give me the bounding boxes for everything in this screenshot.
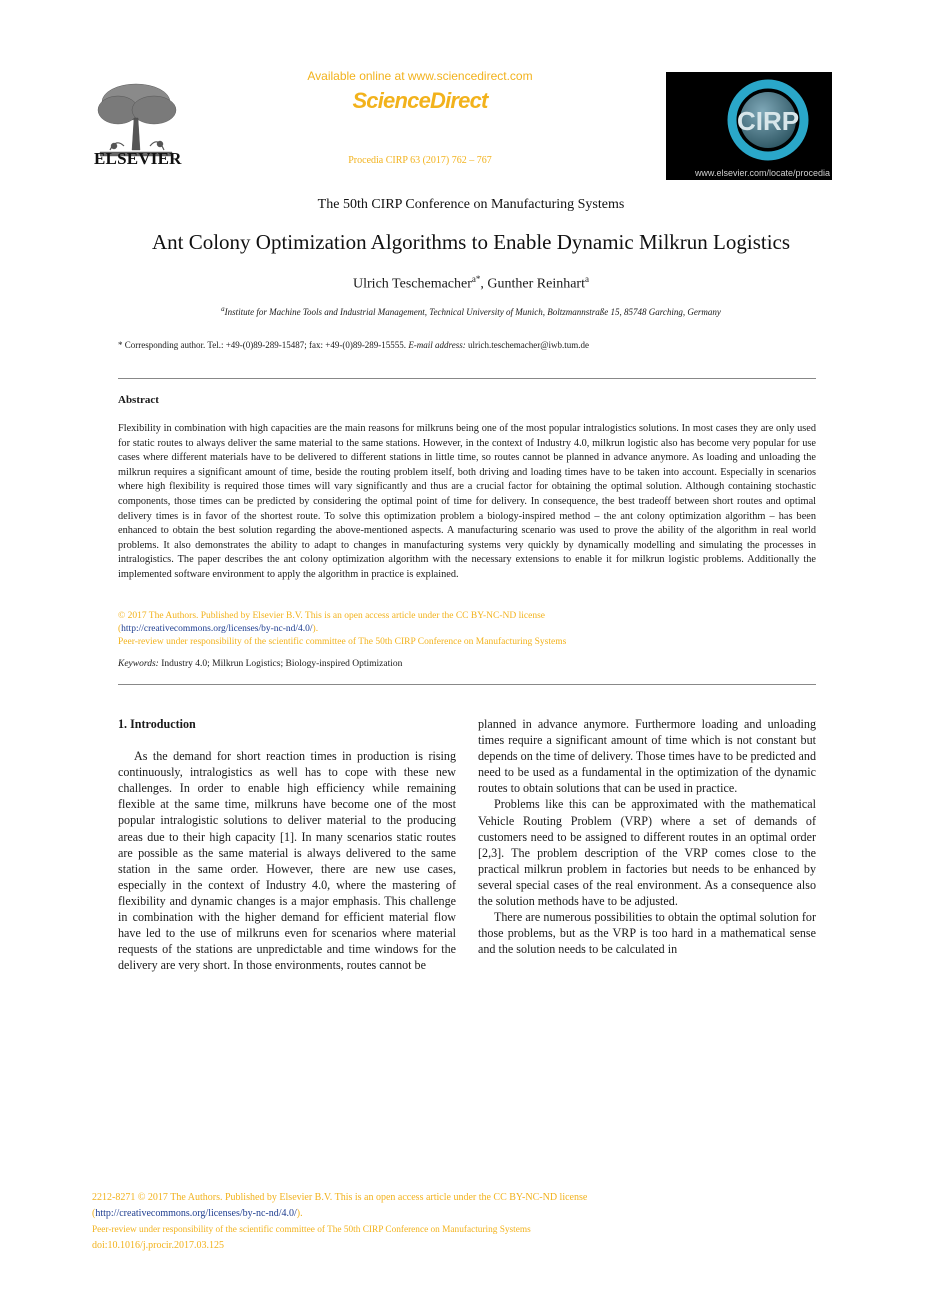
divider-top <box>118 378 816 379</box>
svg-text:CIRP: CIRP <box>736 106 800 136</box>
footer-license-link[interactable]: http://creativecommons.org/licenses/by-nc-nd/4.0/ <box>95 1208 297 1219</box>
license-link[interactable]: http://creativecommons.org/licenses/by-nc-nd/4.0/ <box>121 624 313 634</box>
corresponding-contact: * Corresponding author. Tel.: +49-(0)89-289-15487; fax: +49-(0)89-289-15555. <box>118 340 409 350</box>
footer-paren-close: ). <box>296 1208 303 1219</box>
keywords-label: Keywords: <box>118 659 159 669</box>
sciencedirect-brand: ScienceDirect <box>352 88 488 113</box>
cirp-journal-logo <box>666 72 832 180</box>
abstract-text: Flexibility in combination with high capacities are the main reasons for milkruns being one of the most popular intralogistics solutions. In most cases they are only used for static routes to always deliver the same material to the same stations. However, in the context of Industry 4.0, milkrun logistic also has become very popular for use cases where different materials have to be delivered to different stations in little time, so routes cannot be planned in advance anymore. As loading and unloading the milkrun requires a significant amount of time, beside the routing problem itself, both driving and loading times have to be taken into account. Especially in scenarios where high flexibility is required those times will vary significantly and thus are a crucial factor for obtaining the optimal solution. Although containing stochastic components, those times can be predicted by considering the optimal point of time for delivery. In consequence, the best tradeoff between short routes and optimal delivery times is in favor of the shortest route. To solve this optimization problem a biology-inspired method – the ant colony optimization algorithm – has been enhanced to obtain the best solution regarding the above-mentioned aspects. A manufacturing scenario was used to prove the ability of the algorithm in real world problems. It also demonstrates the ability to adapt to changes in manufacturing systems very quickly by dynamically modelling and simulating the processes in intralogistics. The paper describes the ant colony optimization algorithm with the necessary extensions to enable it for milkrun logistic problems. Additionally the implemented software environment to apply the algorithm in practice is explained. <box>118 423 816 580</box>
keywords <box>118 659 816 669</box>
license-paren-open: ( <box>118 624 122 634</box>
page-footer <box>92 1190 792 1254</box>
keywords-list: Industry 4.0; Milkrun Logistics; Biology-inspired Optimization <box>158 659 403 669</box>
author-separator: , <box>480 276 488 292</box>
paper-title: Ant Colony Optimization Algorithms to Enable Dynamic Milkrun Logistics <box>151 230 791 254</box>
paragraph: As the demand for short reaction times in production is rising continuously, intralogistics as well has to cope with these new challenges. In order to enable high efficiency while remaining flexible at the same time, milkruns have become one of the most popular intralogistic solutions to deliver material to the producing areas due to their high capacity [1]. In many scenarios static routes are possible as the same material is always delivered to the same station in the same order. However, there are new use cases, especially in the context of Industry 4.0, where the mastering of flexibility and dynamic changes is a major emphasis. This challenge in combination with the higher demand for efficient material flow have led to the use of milkruns even for scenarios where material requests of the stations are unpredictable and time windows for the delivery are very short. In those environments, routes cannot be <box>118 749 456 973</box>
section-heading-introduction: 1. Introduction <box>118 717 196 731</box>
author-1: Ulrich Teschemacher <box>353 276 472 292</box>
author-2: Gunther Reinhart <box>487 276 585 292</box>
paragraph: Problems like this can be approximated with the mathematical Vehicle Routing Problem (VRP) where a set of demands of customers need to be assigned to different routes in an optimal order [2,3]. The problem description of the VRP comes close to the practical milkrun problem in factories but needs to be enhanced by several special cases of the real environment. As a consequence also the solution methods have to be adjusted. <box>478 797 816 909</box>
author-list <box>100 274 842 293</box>
divider-bottom <box>118 684 816 685</box>
footer-license: 2212-8271 © 2017 The Authors. Published by Elsevier B.V. This is an open access article under the CC BY-NC-ND license <box>92 1192 588 1203</box>
email-address[interactable]: ulrich.teschemacher@iwb.tum.de <box>465 340 589 350</box>
email-label: E-mail address: <box>408 340 466 350</box>
footer-peer-review: Peer-review under responsibility of the scientific committee of The 50th CIRP Conference on Manufacturing Systems <box>92 1225 531 1235</box>
journal-reference: Procedia CIRP 63 (2017) 762 – 767 <box>348 155 492 166</box>
affiliation-text: Institute for Machine Tools and Industrial Management, Technical University of Munich, Boltzmannstraße 15, 85748 Garching, Germany <box>224 307 721 317</box>
peer-review-statement: Peer-review under responsibility of the scientific committee of The 50th CIRP Conference on Manufacturing Systems <box>118 637 567 647</box>
conference-name: The 50th CIRP Conference on Manufacturing Systems <box>317 197 625 212</box>
corresponding-author <box>118 340 818 350</box>
paragraph: planned in advance anymore. Furthermore loading and unloading times require a significant amount of time which is not constant but depends on the time of delivery. Those times have to be predicted and need to be used as a fundamental in the optimization of the dynamic routes to obtain solutions that can be used in practice. <box>478 717 816 796</box>
affiliation-mark: a <box>221 305 225 313</box>
footer-paren-open: ( <box>92 1208 96 1219</box>
author-1-affiliation-mark: a* <box>471 274 481 284</box>
abstract-heading: Abstract <box>118 394 159 406</box>
journal-url[interactable]: www.elsevier.com/locate/procedia <box>694 168 830 178</box>
license-paren-close: ). <box>312 624 319 634</box>
cirp-emblem-icon <box>666 72 832 180</box>
left-column <box>118 716 456 973</box>
license-block <box>118 610 816 649</box>
paragraph: There are numerous possibilities to obtain the optimal solution for those problems, but as the VRP is too hard in a mathematical sense and the solution needs to be calculated in <box>478 910 816 957</box>
footer-doi[interactable]: doi:10.1016/j.procir.2017.03.125 <box>92 1240 224 1251</box>
right-column <box>478 716 816 957</box>
license-statement: © 2017 The Authors. Published by Elsevier B.V. This is an open access article under the CC BY-NC-ND license <box>118 611 546 621</box>
affiliation <box>80 305 862 317</box>
available-online-text[interactable]: Available online at www.sciencedirect.com <box>307 69 533 83</box>
author-2-affiliation-mark: a <box>584 274 589 284</box>
publisher-name: ELSEVIER <box>94 149 182 168</box>
